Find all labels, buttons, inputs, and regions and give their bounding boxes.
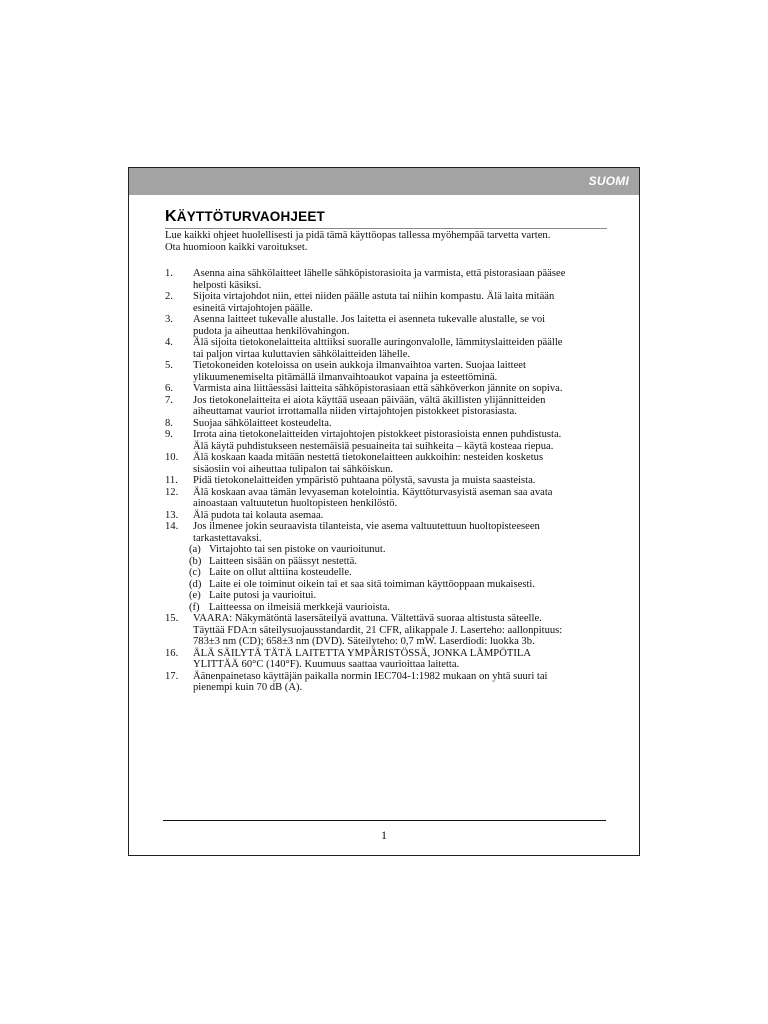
item-number: 3. (165, 314, 173, 325)
item-text-line: Jos tietokonelaitteita ei aiota käyttää useaan päivään, vältä äkillisten ylijännitteiden (193, 394, 546, 406)
item-text (193, 360, 607, 383)
item-number: 6. (165, 383, 173, 394)
sub-item-letter: (e) (189, 590, 201, 601)
list-item (165, 487, 607, 510)
sub-item-text: Virtajohto tai sen pistoke on vaurioitunut. (209, 544, 386, 555)
item-number: 14. (165, 521, 179, 532)
intro-line: Lue kaikki ohjeet huolellisesti ja pidä tämä käyttöopas tallessa myöhempää tarvetta varten. (165, 230, 551, 241)
sub-item-text: Laitteen sisään on päässyt nestettä. (209, 555, 357, 567)
item-text-line: Älä käytä puhdistukseen nestemäisiä pesuaineita tai suihkeita – käytä kosteaa riepua. (193, 440, 554, 452)
item-text-line: pienempi kuin 70 dB (A). (193, 682, 303, 693)
item-text (193, 314, 607, 337)
item-text-line: esineitä virtajohtojen päälle. (193, 302, 313, 314)
item-text-line: Pidä tietokonelaitteiden ympäristö puhtaana pölystä, savusta ja muista saasteista. (193, 475, 536, 486)
item-number: 13. (165, 509, 179, 521)
title-rest: ÄYTTÖTURVAOHJEET (176, 209, 325, 224)
list-item (165, 510, 607, 522)
item-text-line: Suojaa sähkölaitteet kosteudelta. (193, 417, 332, 429)
item-text-line: Jos ilmenee jokin seuraavista tilanteista, vie asema valtuutettuun huoltopisteeseen (193, 521, 540, 532)
item-number: 2. (165, 291, 173, 302)
list-item (165, 291, 607, 314)
item-number: 9. (165, 429, 173, 440)
sub-item-letter: (c) (189, 567, 201, 578)
item-text-line: Täyttää FDA:n säteilysuojausstandardit, 21 CFR, alikappale J. Laserteho: aallonpituus: (193, 624, 563, 636)
item-text-line: Älä koskaan kaada mitään nestettä tietokonelaitteen aukkoihin: nesteiden kosketus (193, 452, 544, 463)
item-text (193, 383, 607, 395)
item-text-line: ÄLÄ SÄILYTÄ TÄTÄ LAITETTA YMPÄRISTÖSSÄ, JONKA LÄMPÖTILA (193, 647, 531, 659)
section-title (165, 208, 607, 229)
item-text (193, 429, 607, 452)
list-item (165, 395, 607, 418)
sub-item-text: Laite ei ole toiminut oikein tai et saa sitä toimiman käyttöoppaan mukaisesti. (209, 578, 535, 590)
item-text (193, 671, 607, 694)
item-text (193, 613, 607, 648)
list-item (165, 521, 607, 544)
sub-item-text: Laite on ollut alttiina kosteudelle. (209, 567, 352, 578)
list-item (165, 429, 607, 452)
sub-item-text: Laite putosi ja vaurioitui. (209, 590, 317, 601)
item-text (193, 452, 607, 475)
item-text-line: tarkastettavaksi. (193, 532, 262, 544)
language-label: SUOMI (588, 174, 629, 188)
item-text-line: aiheuttamat vauriot irrottamalla niiden virtajohtojen pistokkeet pistorasiasta. (193, 406, 517, 417)
item-text-line: Varmista aina liittäessäsi laitteita sähköpistorasiaan että sähköverkon jännite on sopiva. (193, 383, 563, 394)
item-text-line: sisäosiin voi aiheuttaa tulipalon tai sähköiskun. (193, 463, 394, 475)
list-item (165, 383, 607, 395)
list-item (165, 418, 607, 430)
sub-item-letter: (f) (189, 601, 200, 613)
item-number: 5. (165, 360, 173, 371)
list-item (165, 337, 607, 360)
item-text-line: helposti käsiksi. (193, 279, 262, 291)
list-item (165, 268, 607, 291)
item-text-line: Sijoita virtajohdot niin, ettei niiden päälle astuta tai niihin kompastu. Älä laita mitään (193, 291, 555, 302)
sub-list-item (165, 602, 607, 614)
item-text (193, 510, 607, 522)
item-text-line: pudota ja aiheuttaa henkilövahingon. (193, 325, 350, 337)
item-text-line: VAARA: Näkymätöntä lasersäteilyä avattuna. Vältettävä suoraa altistusta säteelle. (193, 613, 542, 624)
item-text (193, 418, 607, 430)
footer-divider (163, 820, 606, 821)
item-text-line: YLITTÄÄ 60°C (140°F). Kuumuus saattaa vaurioittaa laitetta. (193, 659, 460, 670)
item-text-line: Asenna laitteet tukevalle alustalle. Jos laitetta ei asenneta tukevalle alustalle, se voi (193, 314, 546, 325)
item-number: 15. (165, 613, 179, 624)
item-text (193, 337, 607, 360)
item-number: 12. (165, 486, 179, 498)
title-initial: K (165, 208, 177, 225)
sub-item-letter: (b) (189, 555, 202, 567)
sub-item-letter: (a) (189, 544, 201, 555)
item-text (193, 291, 607, 314)
sub-list-item (165, 579, 607, 591)
list-item (165, 360, 607, 383)
sub-item-text: Laitteessa on ilmeisiä merkkejä vaurioista. (209, 601, 390, 613)
list-item (165, 314, 607, 337)
item-text-line: Älä sijoita tietokonelaitteita alttiiksi suoralle auringonvalolle, lämmityslaitteiden päälle (193, 337, 563, 348)
item-text-line: 783±3 nm (CD); 658±3 nm (DVD). Säteilyteho: 0,7 mW. Laserdiodi: luokka 3b. (193, 636, 535, 647)
language-header-bar (129, 168, 639, 195)
page-number: 1 (381, 828, 387, 842)
sub-list-item (165, 590, 607, 602)
item-number: 11. (165, 475, 178, 486)
item-number: 1. (165, 268, 173, 279)
sub-list-item (165, 567, 607, 579)
item-text (193, 521, 607, 544)
item-number: 4. (165, 337, 173, 348)
intro-line: Ota huomioon kaikki varoitukset. (165, 241, 308, 253)
item-text-line: Tietokoneiden koteloissa on usein aukkoja ilmanvaihtoa varten. Suojaa laitteet (193, 360, 526, 371)
list-item (165, 452, 607, 475)
item-text (193, 487, 607, 510)
list-item (165, 671, 607, 694)
safety-instructions-list (165, 268, 607, 694)
item-number: 7. (165, 394, 173, 406)
item-text (193, 475, 607, 487)
item-text-line: Irrota aina tietokonelaitteiden virtajohtojen pistokkeet pistorasioista ennen puhdistusta. (193, 429, 562, 440)
sub-list-item (165, 544, 607, 556)
list-item (165, 475, 607, 487)
item-number: 10. (165, 452, 179, 463)
sub-list-item (165, 556, 607, 568)
intro-text (165, 230, 607, 253)
list-item (165, 613, 607, 648)
manual-page (128, 167, 640, 856)
item-number: 16. (165, 647, 179, 659)
sub-item-letter: (d) (189, 578, 202, 590)
item-text-line: Äänenpainetaso käyttäjän paikalla normin IEC704-1:1982 mukaan on yhtä suuri tai (193, 670, 548, 682)
item-text-line: Älä koskaan avaa tämän levyaseman kotelointia. Käyttöturvasyistä aseman saa avata (193, 486, 553, 498)
item-text (193, 268, 607, 291)
list-item (165, 648, 607, 671)
item-number: 8. (165, 417, 173, 429)
item-text-line: Asenna aina sähkölaitteet lähelle sähköpistorasioita ja varmista, että pistorasiaan pääsee (193, 268, 566, 279)
item-text (193, 648, 607, 671)
item-text-line: ylikuumenemiselta pitämällä ilmanvaihtoaukot vapaina ja esteettöminä. (193, 371, 498, 383)
item-text-line: ainoastaan valtuutetun huoltopisteen henkilöstö. (193, 498, 398, 509)
item-text-line: tai paljon virtaa kuluttavien sähkölaitteiden lähelle. (193, 348, 411, 360)
item-text-line: Älä pudota tai kolauta asemaa. (193, 509, 324, 521)
item-text (193, 395, 607, 418)
item-number: 17. (165, 670, 179, 682)
